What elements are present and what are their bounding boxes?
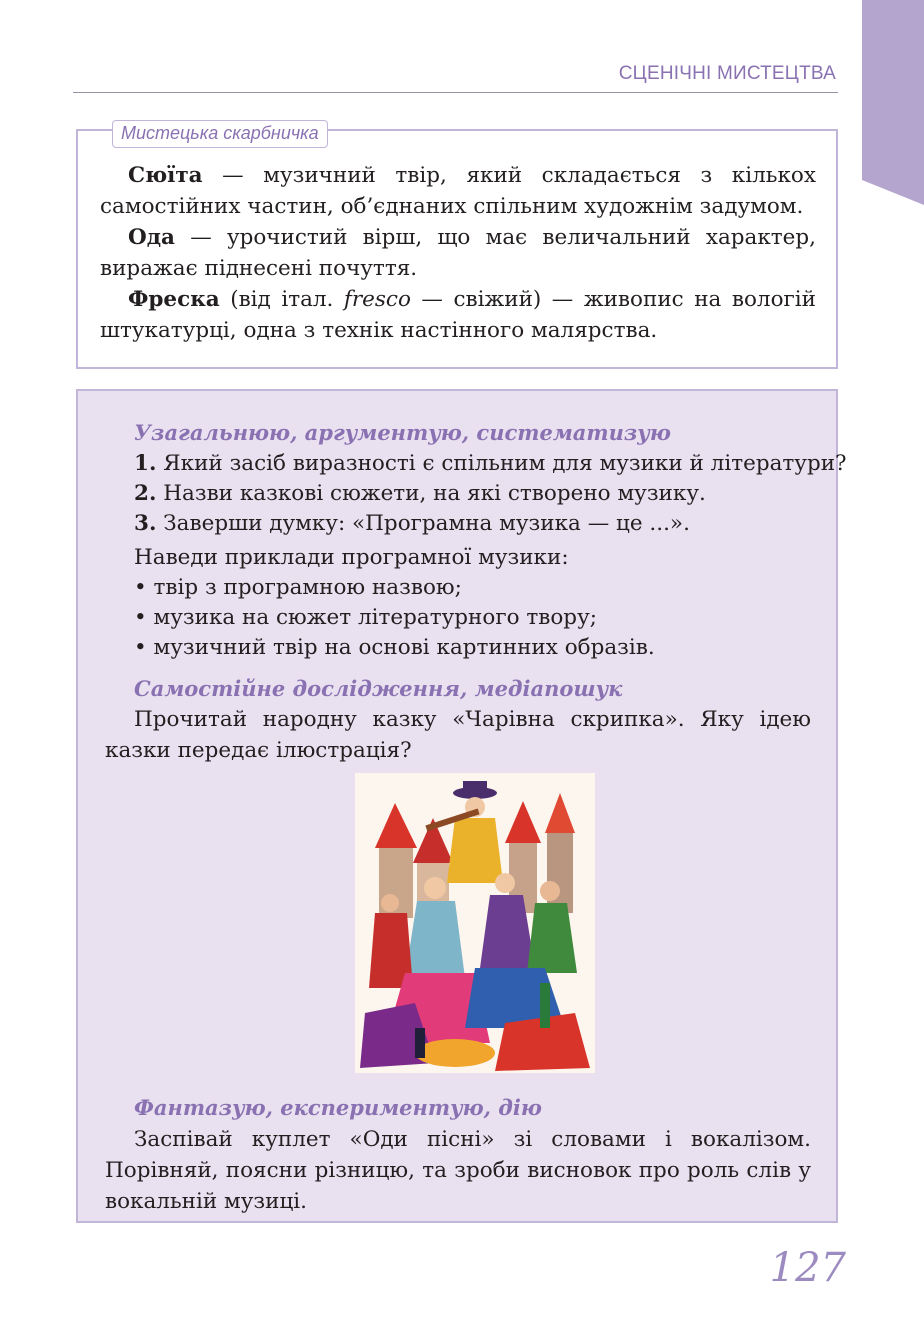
question-number: 1. — [134, 451, 157, 476]
create-task-text: Заспівай куплет «Оди пісні» зі словами і вокалізом. Порівняй, поясни різницю, та зроби висновок про роль слів у вокальній музиці. — [105, 1127, 811, 1214]
research-task — [105, 704, 811, 766]
glossary-term: Ода — [128, 225, 175, 250]
glossary-definition: — музичний твір, який складається з кількох самостійних частин, об’єднаних спільним художнім задумом. — [100, 163, 816, 219]
question-3 — [134, 509, 814, 539]
question-number: 2. — [134, 481, 157, 506]
section-heading-create: Фантазую, експериментую, дію — [134, 1095, 542, 1120]
create-task — [105, 1124, 811, 1217]
question-2 — [134, 479, 814, 509]
header-divider — [73, 92, 838, 93]
bullet-item: • музика на сюжет літературного твору; — [134, 605, 597, 630]
question-text: Який засіб виразності є спільним для музики й літератури? — [156, 451, 847, 476]
glossary-entry-fresco — [100, 284, 816, 346]
bullet-item: • музичний твір на основі картинних образів. — [134, 635, 655, 660]
fairy-tale-illustration — [355, 773, 595, 1073]
foreign-word: fresco — [343, 287, 411, 312]
question-number: 3. — [134, 511, 157, 536]
section-heading-research: Самостійне дослідження, медіапошук — [134, 676, 623, 701]
chapter-corner-tab — [862, 0, 924, 205]
question-1 — [134, 449, 847, 479]
glossary-definition: — свіжий) — живопис на вологій штукатурці, одна з технік настінного малярства. — [100, 287, 816, 343]
glossary-entry-ode — [100, 222, 816, 284]
examples-prompt: Наведи приклади програмної музики: — [134, 545, 569, 570]
glossary-entry-suite — [100, 160, 816, 222]
glossary-box-label: Мистецька скарбничка — [112, 120, 328, 148]
glossary-text — [100, 160, 816, 346]
magic-violin-illustration — [355, 773, 595, 1073]
glossary-term: Фреска — [128, 287, 220, 312]
glossary-definition: (від італ. — [219, 287, 344, 312]
section-header: СЦЕНІЧНІ МИСТЕЦТВА — [618, 63, 836, 84]
bullet-item: • твір з програмною назвою; — [134, 575, 462, 600]
page-number: 127 — [769, 1245, 846, 1291]
glossary-term: Сюїта — [128, 163, 203, 188]
research-task-text: Прочитай народну казку «Чарівна скрипка». Яку ідею казки передає ілюстрація? — [105, 707, 811, 763]
question-text: Заверши думку: «Програмна музика — це ...». — [156, 511, 690, 536]
glossary-definition: — урочистий вірш, що має величальний характер, виражає піднесені почуття. — [100, 225, 816, 281]
question-text: Назви казкові сюжети, на які створено музику. — [156, 481, 706, 506]
section-heading-generalize: Узагальнюю, аргументую, систематизую — [134, 420, 671, 445]
